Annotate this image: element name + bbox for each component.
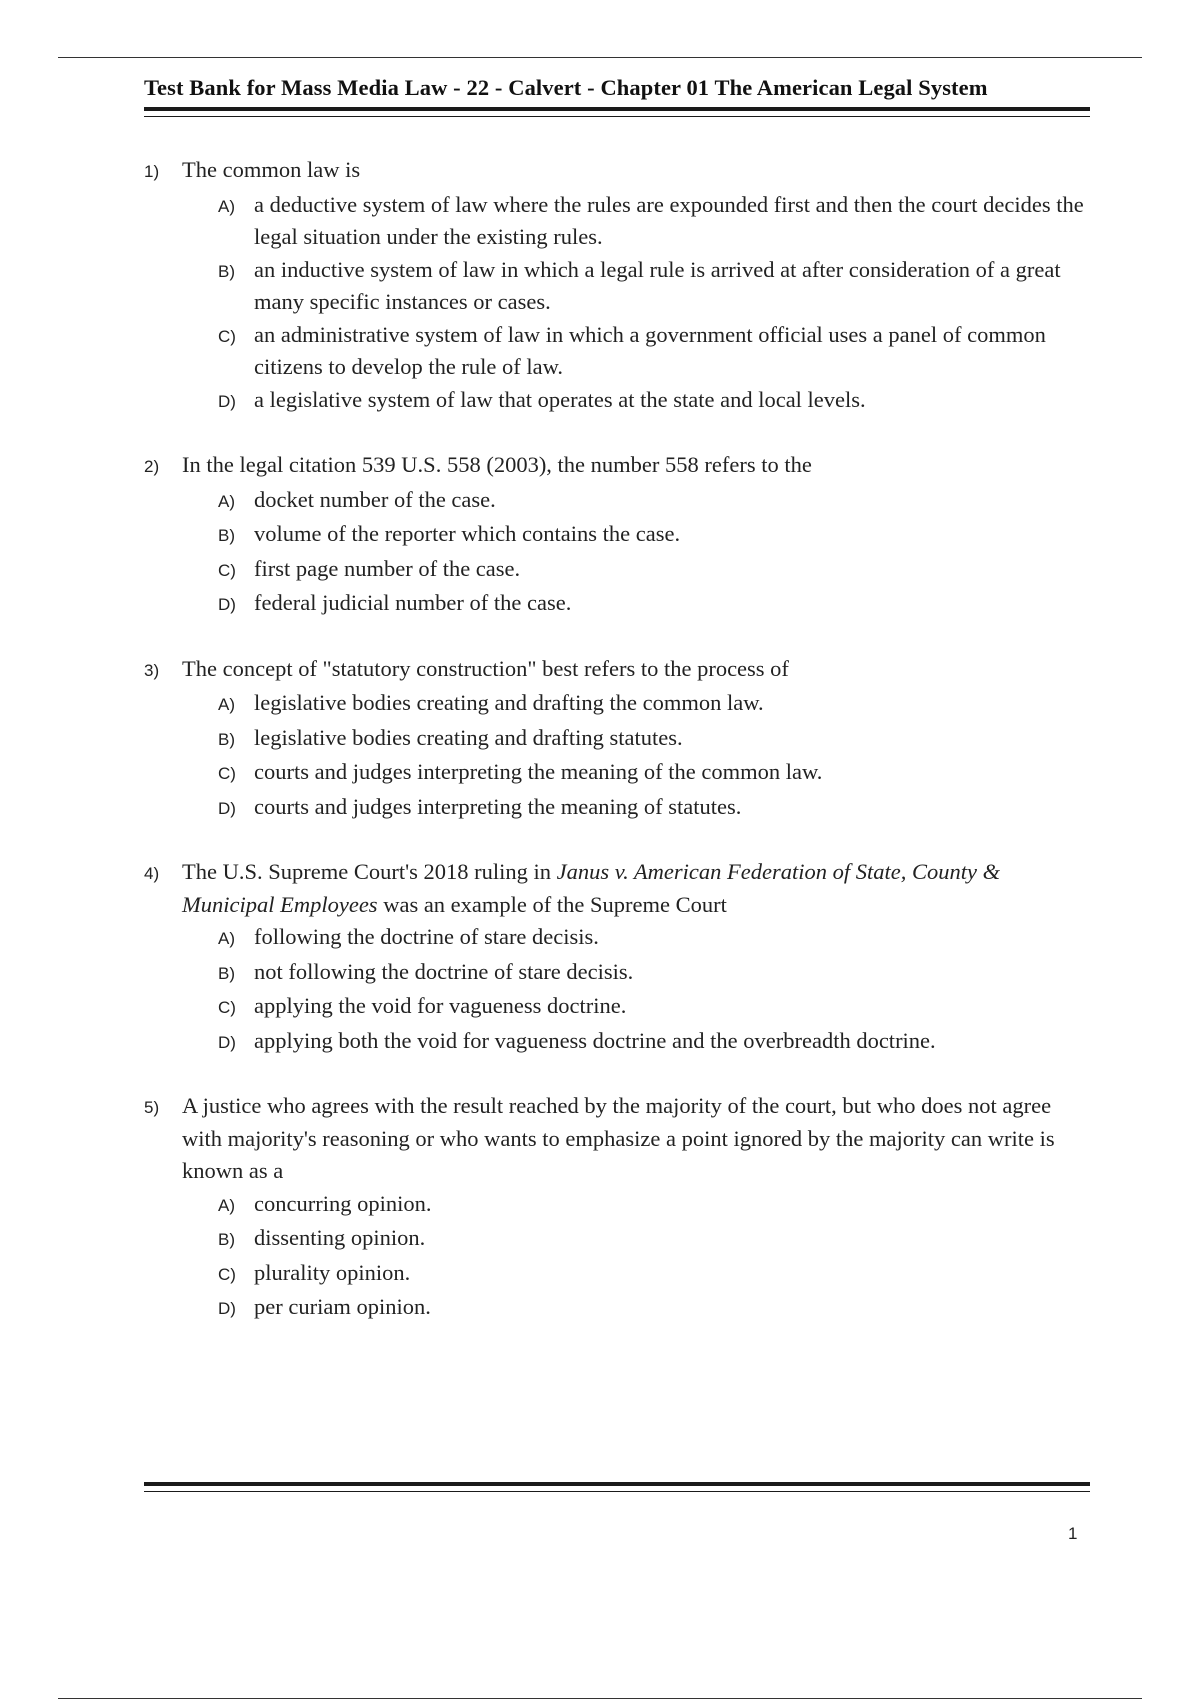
question-4 xyxy=(144,856,1090,1059)
question-number: 4) xyxy=(144,864,160,883)
option-text: following the doctrine of stare decisis. xyxy=(254,924,599,949)
answer-options xyxy=(144,189,1090,419)
question-1 xyxy=(144,154,1090,418)
option-letter: B) xyxy=(218,729,235,749)
answer-options xyxy=(144,687,1090,825)
answer-options xyxy=(144,484,1090,622)
option-letter: D) xyxy=(218,798,236,818)
question-stem xyxy=(144,449,1090,484)
answer-option-a xyxy=(218,484,1090,519)
option-text: docket number of the case. xyxy=(254,486,496,512)
option-letter: B) xyxy=(218,526,235,545)
answer-option-b xyxy=(218,956,1090,991)
question-text: The common law is xyxy=(182,157,361,182)
option-letter: D) xyxy=(218,1032,236,1052)
option-text: federal judicial number of the case. xyxy=(254,590,572,615)
option-text: courts and judges interpreting the meaning of statutes. xyxy=(254,793,742,819)
question-3 xyxy=(144,653,1090,826)
option-text: volume of the reporter which contains the case. xyxy=(254,521,681,546)
option-letter: B) xyxy=(218,963,235,983)
question-stem xyxy=(144,154,1090,189)
answer-option-c xyxy=(218,756,1090,791)
answer-option-b xyxy=(218,254,1090,319)
answer-options xyxy=(144,921,1090,1059)
option-letter: D) xyxy=(218,1299,236,1318)
option-text: courts and judges interpreting the meaning of the common law. xyxy=(254,759,823,784)
answer-option-d xyxy=(218,384,1090,419)
answer-option-b xyxy=(218,1222,1090,1257)
question-text-before: The U.S. Supreme Court's 2018 ruling in xyxy=(182,859,557,884)
option-letter: B) xyxy=(218,1230,235,1249)
question-2 xyxy=(144,449,1090,622)
option-letter: D) xyxy=(218,595,236,614)
answer-option-c xyxy=(218,1257,1090,1292)
option-text: an inductive system of law in which a legal rule is arrived at after consideration of a great many specific instances or cases. xyxy=(254,256,1061,314)
answer-option-b xyxy=(218,722,1090,757)
question-text-after: was an example of the Supreme Court xyxy=(377,891,727,917)
header-double-rule xyxy=(144,107,1090,117)
question-text xyxy=(182,856,1090,921)
answer-option-a xyxy=(218,687,1090,722)
option-letter: C) xyxy=(218,764,236,783)
option-text: applying the void for vagueness doctrine. xyxy=(254,993,627,1018)
question-number: 1) xyxy=(144,162,160,181)
case-name-italic: Janus v. American Federation of State, County & Municipal Employees xyxy=(182,859,1001,917)
option-letter: C) xyxy=(218,998,236,1017)
option-text: applying both the void for vagueness doctrine and the overbreadth doctrine. xyxy=(254,1027,936,1053)
option-letter: B) xyxy=(218,261,235,281)
answer-option-a xyxy=(218,189,1090,254)
option-letter: A) xyxy=(218,196,235,216)
option-text: legislative bodies creating and drafting statutes. xyxy=(254,724,683,750)
answer-option-a xyxy=(218,1188,1090,1223)
answer-option-c xyxy=(218,990,1090,1025)
option-letter: A) xyxy=(218,1195,235,1215)
question-text: The concept of "statutory construction" best refers to the process of xyxy=(182,655,789,681)
page-bottom-border xyxy=(58,1698,1142,1699)
document-title: Test Bank for Mass Media Law - 22 - Calvert - Chapter 01 The American Legal System xyxy=(144,75,988,100)
option-text: an administrative system of law in which a government official uses a panel of common citizens to develop the rule of law. xyxy=(254,321,1046,379)
option-text: per curiam opinion. xyxy=(254,1294,431,1319)
question-text: A justice who agrees with the result reached by the majority of the court, but who does not agree with majority's reasoning or who wants to emphasize a point ignored by the majority can write is known as a xyxy=(182,1093,1055,1183)
question-number: 5) xyxy=(144,1098,160,1117)
option-letter: C) xyxy=(218,326,236,346)
option-letter: C) xyxy=(218,1264,236,1284)
page-number: 1 xyxy=(1068,1524,1078,1543)
question-number: 2) xyxy=(144,457,160,476)
answer-options xyxy=(144,1188,1090,1326)
option-letter: D) xyxy=(218,391,236,411)
option-text: plurality opinion. xyxy=(254,1259,411,1285)
answer-option-a xyxy=(218,921,1090,956)
option-letter: C) xyxy=(218,560,236,580)
question-5 xyxy=(144,1090,1090,1326)
option-text: first page number of the case. xyxy=(254,555,521,581)
question-stem xyxy=(144,1090,1090,1188)
option-text: dissenting opinion. xyxy=(254,1225,426,1250)
question-number: 3) xyxy=(144,660,160,680)
question-stem xyxy=(144,856,1090,921)
option-letter: A) xyxy=(218,695,235,714)
option-text: a legislative system of law that operates at the state and local levels. xyxy=(254,386,866,412)
question-stem xyxy=(144,653,1090,688)
page-top-border xyxy=(58,57,1142,58)
option-letter: A) xyxy=(218,491,235,511)
option-text: not following the doctrine of stare decisis. xyxy=(254,958,634,984)
answer-option-b xyxy=(218,518,1090,553)
document-header xyxy=(144,72,1089,104)
question-text: In the legal citation 539 U.S. 558 (2003), the number 558 refers to the xyxy=(182,452,812,477)
answer-option-d xyxy=(218,1291,1090,1326)
answer-option-c xyxy=(218,553,1090,588)
option-text: concurring opinion. xyxy=(254,1190,432,1216)
option-text: legislative bodies creating and drafting the common law. xyxy=(254,690,764,715)
option-text: a deductive system of law where the rules are expounded first and then the court decides the legal situation under the existing rules. xyxy=(254,191,1084,249)
answer-option-c xyxy=(218,319,1090,384)
footer-double-rule xyxy=(144,1482,1090,1492)
answer-option-d xyxy=(218,791,1090,826)
option-letter: A) xyxy=(218,929,235,948)
answer-option-d xyxy=(218,1025,1090,1060)
answer-option-d xyxy=(218,587,1090,622)
question-list xyxy=(144,154,1090,1357)
